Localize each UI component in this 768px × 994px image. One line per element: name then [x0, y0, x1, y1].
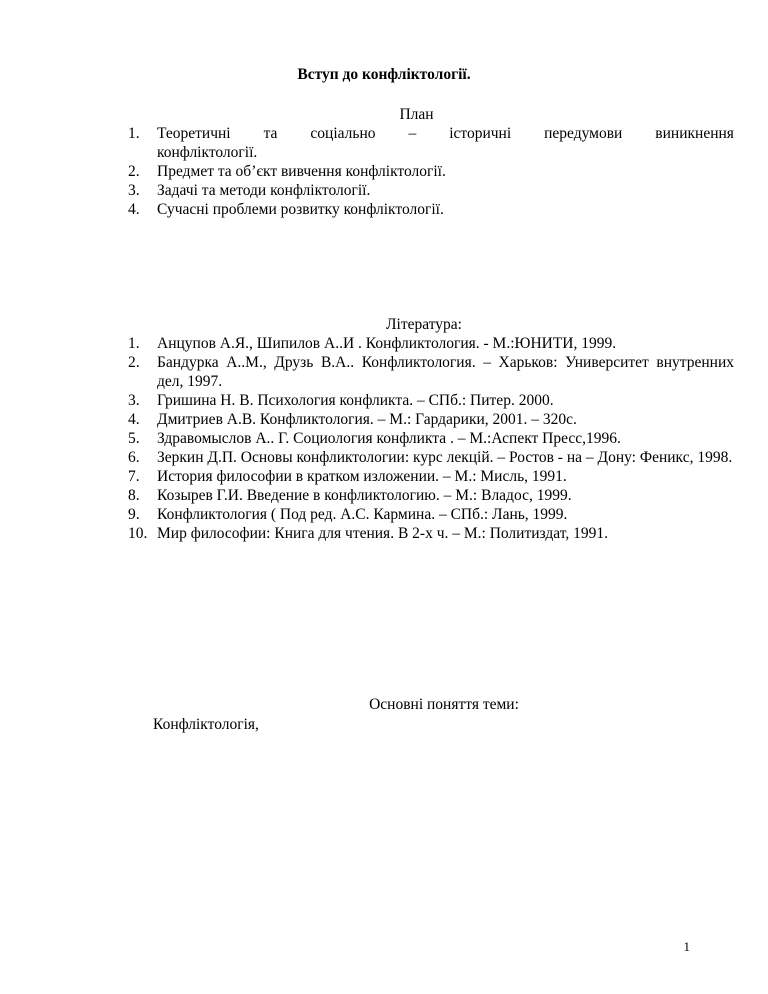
literature-item-number: 10.: [128, 525, 148, 542]
literature-item-number: 4.: [128, 411, 140, 428]
plan-item: [0, 124, 734, 162]
literature-item-text: Анцупов А.Я., Шипилов А..И . Конфликтология. - М.:ЮНИТИ, 1999.: [157, 335, 617, 352]
literature-heading: Література:: [386, 316, 462, 333]
plan-item-continuation: конфліктології.: [157, 144, 258, 161]
literature-item: [0, 448, 734, 467]
plan-item-number: 3.: [128, 182, 140, 199]
literature-item: [0, 505, 734, 524]
plan-item-number: 2.: [128, 163, 140, 180]
plan-word: соціально: [310, 125, 376, 142]
literature-item-text: Козырев Г.И. Введение в конфликтологию. – М.: Владос, 1999.: [157, 487, 572, 504]
literature-item-text: Бандурка А..М., Друзь В.А.. Конфликтология. – Харьков: Университет внутренних дел, 1997.: [157, 354, 734, 390]
plan-word: та: [263, 125, 278, 142]
literature-item-text: Мир философии: Книга для чтения. В 2-х ч. – М.: Политиздат, 1991.: [157, 525, 608, 542]
literature-item-number: 6.: [128, 449, 140, 466]
literature-item: [0, 486, 734, 505]
literature-item-number: 7.: [128, 468, 140, 485]
literature-item-text: История философии в кратком изложении. – М.: Мисль, 1991.: [157, 468, 567, 485]
literature-item-number: 5.: [128, 430, 140, 447]
plan-item-first-line: [157, 124, 734, 143]
plan-item: [0, 162, 734, 181]
literature-item: [0, 410, 734, 429]
concepts-text: Конфліктологія,: [153, 716, 259, 733]
plan-word: історичні: [449, 125, 512, 142]
plan-word: виникнення: [655, 125, 734, 142]
plan-item-number: 1.: [128, 125, 140, 142]
literature-item: [0, 467, 734, 486]
literature-item-number: 2.: [128, 354, 140, 371]
concepts-heading: Основні поняття теми:: [369, 696, 519, 713]
plan-item: [0, 181, 734, 200]
literature-item-text: Конфликтология ( Под ред. А.С. Кармина. – СПб.: Лань, 1999.: [157, 506, 568, 523]
literature-item: [0, 391, 734, 410]
plan-item: [0, 200, 734, 219]
literature-item-number: 9.: [128, 506, 140, 523]
literature-item-text: Здравомыслов А.. Г. Социология конфликта . – М.:Аспект Пресс,1996.: [157, 430, 621, 447]
plan-word: передумови: [544, 125, 623, 142]
literature-item: [0, 334, 734, 353]
plan-word: –: [408, 125, 417, 142]
plan-item-text: Предмет та об’єкт вивчення конфліктології.: [157, 163, 446, 180]
literature-item: [0, 524, 734, 543]
literature-item-number: 3.: [128, 392, 140, 409]
plan-item-text: Задачі та методи конфліктології.: [157, 182, 371, 199]
literature-item: [0, 353, 734, 391]
literature-item-number: 8.: [128, 487, 140, 504]
literature-item-text: Гришина Н. В. Психология конфликта. – СПб.: Питер. 2000.: [157, 392, 554, 409]
literature-item: [0, 429, 734, 448]
literature-item-text: Дмитриев А.В. Конфликтология. – М.: Гардарики, 2001. – 320с.: [157, 411, 577, 428]
literature-list: [0, 334, 734, 543]
plan-list: [0, 124, 734, 219]
plan-word: Теоретичні: [157, 125, 231, 142]
page-number: 1: [683, 939, 690, 954]
document-title: Вступ до конфліктології.: [297, 66, 471, 83]
literature-item-number: 1.: [128, 335, 140, 352]
literature-item-text: Зеркин Д.П. Основы конфликтологии: курс лекцій. – Ростов - на – Дону: Феникс, 1998.: [157, 449, 733, 466]
plan-heading: План: [399, 106, 434, 123]
plan-item-number: 4.: [128, 201, 140, 218]
plan-item-text: Сучасні проблеми розвитку конфліктології.: [157, 201, 444, 218]
